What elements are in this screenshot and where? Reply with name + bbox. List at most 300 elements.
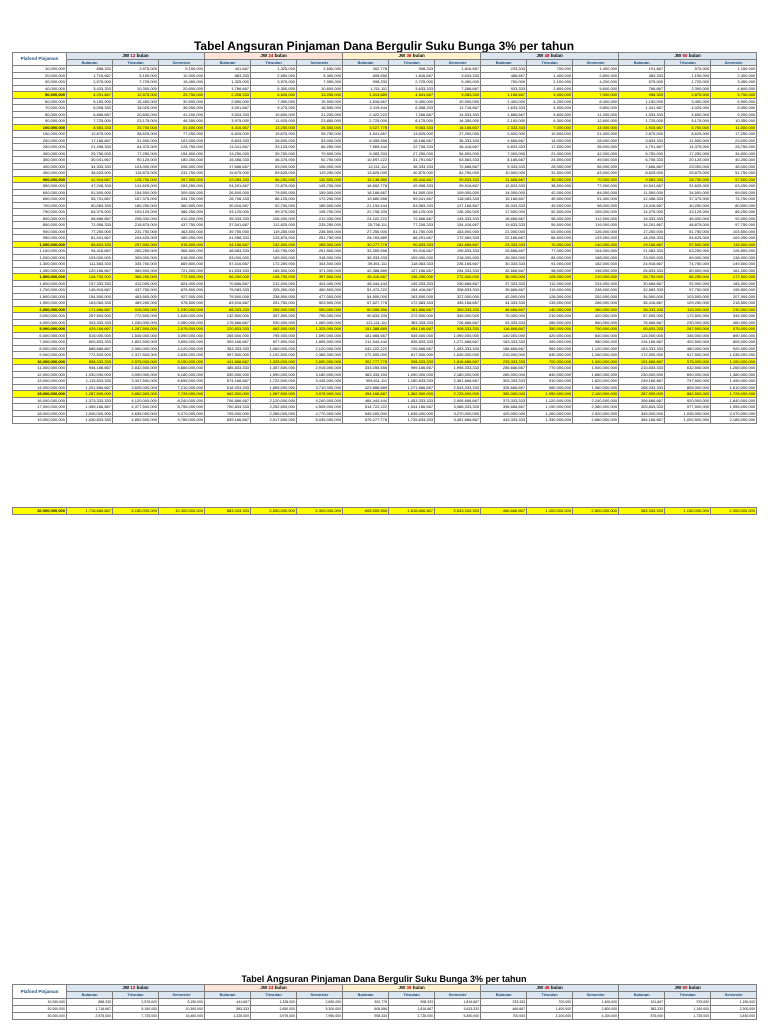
monthly-installment: 7,569,444 [343, 144, 389, 151]
plafon-amount: 1,600,000,000 [13, 280, 67, 287]
quarterly-installment: 2,060,000,000 [113, 345, 159, 352]
monthly-installment: 30,916,667 [205, 202, 251, 209]
monthly-installment: 325,833,333 [619, 404, 665, 411]
semester-installment: 875,500,000 [159, 287, 205, 294]
semester-installment: 103,500,000 [711, 228, 757, 235]
semester-installment: 7,266,667 [435, 85, 481, 92]
quarterly-installment: 140,000,000 [527, 306, 573, 313]
monthly-installment: 3,433,333 [67, 85, 113, 92]
monthly-installment: 6,008,333 [67, 105, 113, 112]
monthly-installment: 958,333 [619, 92, 665, 99]
quarterly-installment: 31,500,000 [527, 170, 573, 177]
monthly-installment: 706,666,667 [205, 397, 251, 404]
plafon-amount: 9,000,000,000 [13, 352, 67, 359]
quarterly-installment: 4,200,000 [527, 98, 573, 105]
quarterly-installment: 3,605,000,000 [113, 384, 159, 391]
quarterly-installment: 805,000,000 [665, 384, 711, 391]
quarterly-installment: 908,333,333 [389, 358, 435, 365]
quarterly-installment: 363,333,333 [389, 319, 435, 326]
semester-installment: 138,000,000 [711, 254, 757, 261]
monthly-installment: 1,211,111 [343, 85, 389, 92]
quarterly-installment: 35,000,000 [527, 176, 573, 183]
plafon-amount: 100,000,000 [13, 124, 67, 131]
monthly-installment: 1,513,889 [343, 92, 389, 99]
plafon-amount: 1,300,000,000 [13, 261, 67, 268]
tenor-months: 60 [682, 53, 688, 58]
quarterly-installment: 5,750,000 [665, 124, 711, 131]
monthly-installment: 3,500,000 [481, 131, 527, 138]
semester-installment: 5,150,000 [159, 999, 205, 1006]
semester-installment: 566,500,000 [159, 248, 205, 255]
quarterly-installment: 1,816,667 [389, 1006, 435, 1013]
semester-installment: 1,816,667 [435, 999, 481, 1006]
semester-installment: 2,650,000,000 [297, 358, 343, 365]
semester-installment: 119,250,000 [297, 170, 343, 177]
quarterly-installment: 309,000,000 [113, 254, 159, 261]
semester-installment: 795,000,000 [297, 313, 343, 320]
quarterly-installment: 39,750,000 [251, 150, 297, 157]
monthly-installment: 30,666,667 [619, 280, 665, 287]
monthly-installment: 11,666,667 [481, 176, 527, 183]
semester-installment: 115,000,000 [711, 241, 757, 248]
monthly-installment: 1,545,000,000 [67, 410, 113, 417]
plafon-amount: 16,000,000,000 [13, 397, 67, 404]
monthly-installment: 1,373,333,333 [67, 397, 113, 404]
quarterly-installment: 145,333,333 [389, 280, 435, 287]
semester-installment: 86,250,000 [711, 209, 757, 216]
quarterly-installment: 159,000,000 [251, 254, 297, 261]
semester-installment: 3,633,333 [435, 1006, 481, 1013]
monthly-installment: 12,833,333 [481, 183, 527, 190]
table-row [13, 508, 757, 515]
quarterly-installment: 24,500,000 [527, 157, 573, 164]
monthly-installment: 220,833,333 [205, 326, 251, 333]
monthly-installment: 145,916,667 [67, 287, 113, 294]
semester-installment: 199,833,333 [435, 248, 481, 255]
plafon-amount: 1,500,000,000 [13, 274, 67, 281]
semester-installment: 79,500,000 [297, 150, 343, 157]
quarterly-installment: 103,000,000 [113, 163, 159, 170]
monthly-installment: 6,866,667 [67, 111, 113, 118]
quarterly-installment: 126,000,000 [527, 293, 573, 300]
quarterly-installment: 1,400,000 [527, 1006, 573, 1013]
monthly-installment: 25,666,667 [481, 248, 527, 255]
monthly-installment: 94,416,667 [67, 248, 113, 255]
quarterly-installment: 27,250,000 [389, 150, 435, 157]
monthly-installment: 38,333,333 [619, 306, 665, 313]
quarterly-installment: 1,325,000 [251, 999, 297, 1006]
quarterly-installment: 1,325,000 [251, 66, 297, 73]
quarterly-installment: 14,375,000 [665, 144, 711, 151]
column-header: Semester [711, 992, 757, 999]
semester-installment: 230,000,000 [711, 306, 757, 313]
monthly-installment: 120,166,667 [67, 267, 113, 274]
monthly-installment: 3,833,333 [619, 137, 665, 144]
quarterly-installment: 80,500,000 [665, 267, 711, 274]
monthly-installment: 574,166,667 [205, 378, 251, 385]
plafon-header: Plafond Pinjaman [13, 985, 67, 999]
quarterly-installment: 59,500,000 [527, 222, 573, 229]
monthly-installment: 605,556 [343, 72, 389, 79]
semester-installment: 10,350,000 [711, 118, 757, 125]
monthly-installment: 70,000,000 [481, 313, 527, 320]
quarterly-installment: 530,000,000 [251, 319, 297, 326]
semester-installment: 3,710,000,000 [297, 384, 343, 391]
quarterly-installment: 251,750,000 [251, 300, 297, 307]
monthly-installment: 530,000,000 [205, 371, 251, 378]
tenor-header [343, 985, 481, 992]
monthly-installment: 396,666,667 [481, 404, 527, 411]
monthly-installment: 2,208,333 [205, 92, 251, 99]
semester-installment: 254,333,333 [435, 267, 481, 274]
monthly-installment: 1,287,500,000 [67, 391, 113, 398]
semester-installment: 140,000,000 [573, 241, 619, 248]
quarterly-installment: 25,750,000 [113, 124, 159, 131]
monthly-installment: 373,333,333 [481, 397, 527, 404]
semester-installment: 1,120,000,000 [573, 345, 619, 352]
monthly-installment: 79,500,000 [205, 293, 251, 300]
monthly-installment: 750,833,333 [205, 404, 251, 411]
semester-installment: 3,445,000,000 [297, 378, 343, 385]
monthly-installment: 3,091,667 [205, 105, 251, 112]
column-header: Triwulan [665, 59, 711, 66]
tenor-prefix: JW [122, 53, 131, 58]
quarterly-installment: 59,625,000 [251, 170, 297, 177]
monthly-installment: 32,583,333 [619, 287, 665, 294]
semester-installment: 420,000,000 [573, 313, 619, 320]
semester-installment: 21,000,000 [573, 131, 619, 138]
semester-installment: 2,300,000,000 [711, 508, 757, 515]
quarterly-installment: 287,500,000 [665, 326, 711, 333]
plafon-amount: 11,000,000,000 [13, 365, 67, 372]
quarterly-installment: 91,000,000 [527, 261, 573, 268]
semester-installment: 45,416,667 [435, 144, 481, 151]
monthly-installment: 16,333,333 [481, 202, 527, 209]
semester-installment: 90,833,333 [435, 176, 481, 183]
semester-installment: 6,180,000,000 [159, 371, 205, 378]
semester-installment: 4,200,000 [573, 79, 619, 86]
quarterly-installment: 66,250,000 [251, 176, 297, 183]
monthly-installment: 858,333 [67, 66, 113, 73]
tenor-header [205, 985, 343, 992]
monthly-installment: 28,000,000 [481, 254, 527, 261]
semester-installment: 1,271,666,667 [435, 339, 481, 346]
quarterly-installment: 2,725,000 [389, 79, 435, 86]
semester-installment: 252,000,000 [573, 293, 619, 300]
quarterly-installment: 112,625,000 [251, 222, 297, 229]
column-header: Bulanan [343, 992, 389, 999]
monthly-installment: 858,333,333 [67, 358, 113, 365]
monthly-installment: 42,388,889 [343, 267, 389, 274]
semester-installment: 412,000,000 [159, 215, 205, 222]
semester-installment: 145,333,333 [435, 215, 481, 222]
monthly-installment: 51,472,222 [343, 287, 389, 294]
main-sheet [12, 40, 756, 424]
monthly-installment: 944,166,667 [67, 365, 113, 372]
quarterly-installment: 463,500,000 [113, 293, 159, 300]
quarterly-installment: 420,000,000 [527, 332, 573, 339]
monthly-installment: 1,341,667 [619, 105, 665, 112]
quarterly-installment: 127,166,667 [389, 267, 435, 274]
quarterly-installment: 72,875,000 [251, 183, 297, 190]
quarterly-installment: 817,500,000 [389, 352, 435, 359]
monthly-installment: 233,333 [481, 999, 527, 1006]
plafon-amount: 13,000,000,000 [13, 378, 67, 385]
tenor-prefix: JW [398, 53, 407, 58]
semester-installment: 560,000,000 [573, 319, 619, 326]
quarterly-installment: 34,500,000 [665, 189, 711, 196]
semester-installment: 10,300,000 [159, 1006, 205, 1013]
semester-installment: 1,265,000,000 [711, 365, 757, 372]
monthly-installment: 1,166,667 [481, 92, 527, 99]
column-header: Semester [573, 59, 619, 66]
semester-installment: 1,960,000,000 [573, 384, 619, 391]
monthly-installment: 575,000 [619, 79, 665, 86]
column-header: Bulanan [67, 59, 113, 66]
semester-installment: 42,000,000 [573, 150, 619, 157]
semester-installment: 4,200,000 [573, 1013, 619, 1020]
quarterly-installment: 4,377,500,000 [113, 404, 159, 411]
semester-installment: 2,361,666,667 [435, 378, 481, 385]
monthly-installment: 383,333,333 [619, 508, 665, 515]
quarterly-installment: 360,500,000 [113, 267, 159, 274]
monthly-installment: 10,597,222 [343, 157, 389, 164]
quarterly-installment: 1,802,500,000 [113, 339, 159, 346]
quarterly-installment: 10,500,000 [527, 131, 573, 138]
preview-table [12, 984, 757, 1020]
monthly-installment: 2,100,000 [481, 118, 527, 125]
semester-installment: 9,800,000 [573, 105, 619, 112]
monthly-installment: 515,000,000 [67, 332, 113, 339]
semester-installment: 251,750,000 [297, 235, 343, 242]
monthly-installment: 30,277,778 [343, 241, 389, 248]
monthly-installment: 397,500,000 [205, 352, 251, 359]
quarterly-installment: 115,875,000 [113, 170, 159, 177]
quarterly-installment: 1,150,000,000 [665, 508, 711, 515]
quarterly-installment: 927,500,000 [251, 339, 297, 346]
semester-installment: 132,500,000 [297, 176, 343, 183]
monthly-installment: 18,166,667 [343, 189, 389, 196]
monthly-installment: 383,333 [619, 72, 665, 79]
quarterly-installment: 14,000,000 [527, 137, 573, 144]
monthly-installment: 605,556 [343, 1006, 389, 1013]
plafon-amount: 40,000,000 [13, 85, 67, 92]
quarterly-installment: 19,875,000 [251, 131, 297, 138]
quarterly-installment: 6,358,333 [389, 105, 435, 112]
monthly-installment: 514,722,222 [343, 404, 389, 411]
quarterly-installment: 4,541,667 [389, 92, 435, 99]
column-header: Bulanan [205, 992, 251, 999]
quarterly-installment: 106,000,000 [251, 215, 297, 222]
quarterly-installment: 9,275,000 [251, 105, 297, 112]
quarterly-installment: 23,000,000 [665, 163, 711, 170]
monthly-installment: 249,166,667 [619, 378, 665, 385]
semester-installment: 908,333,333 [435, 326, 481, 333]
semester-installment: 3,450,000 [711, 1013, 757, 1020]
plafon-amount: 8,000,000,000 [13, 345, 67, 352]
semester-installment: 3,088,333,333 [435, 404, 481, 411]
semester-installment: 195,500,000 [711, 287, 757, 294]
semester-installment: 15,900,000 [297, 98, 343, 105]
monthly-installment: 3,975,000 [205, 118, 251, 125]
semester-installment: 84,000,000 [573, 189, 619, 196]
plafon-header: Plafond Pinjaman [13, 53, 67, 66]
quarterly-installment: 18,166,667 [389, 137, 435, 144]
semester-installment: 9,200,000 [711, 111, 757, 118]
preview-column-header-row [13, 992, 757, 999]
semester-installment: 3,180,000,000 [297, 371, 343, 378]
quarterly-installment: 257,500,000 [113, 241, 159, 248]
monthly-installment: 1,766,667 [205, 85, 251, 92]
monthly-installment: 88,333,333 [205, 306, 251, 313]
monthly-installment: 93,333,333 [481, 319, 527, 326]
monthly-installment: 268,333,333 [619, 384, 665, 391]
quarterly-installment: 59,041,667 [389, 196, 435, 203]
monthly-installment: 51,500,000 [67, 189, 113, 196]
quarterly-installment: 1,271,666,667 [389, 384, 435, 391]
quarterly-installment: 454,166,667 [389, 326, 435, 333]
quarterly-installment: 26,500,000 [251, 137, 297, 144]
monthly-installment: 420,000,000 [481, 410, 527, 417]
semester-installment: 690,000,000 [711, 332, 757, 339]
monthly-installment: 1,459,166,667 [67, 404, 113, 411]
semester-installment: 10,300,000,000 [159, 508, 205, 515]
quarterly-installment: 231,750,000 [113, 228, 159, 235]
semester-installment: 5,300,000 [297, 1006, 343, 1013]
semester-installment: 1,955,000,000 [711, 404, 757, 411]
plafon-amount: 1,200,000,000 [13, 254, 67, 261]
plafon-amount: 10,000,000 [13, 66, 67, 73]
monthly-installment: 5,150,000 [67, 98, 113, 105]
monthly-installment: 57,416,667 [205, 261, 251, 268]
quarterly-installment: 1,260,000,000 [527, 410, 573, 417]
monthly-installment: 242,222,222 [343, 345, 389, 352]
monthly-installment: 81,541,667 [67, 235, 113, 242]
semester-installment: 840,000,000 [573, 332, 619, 339]
quarterly-installment: 2,575,000 [113, 999, 159, 1006]
semester-installment: 489,250,000 [159, 235, 205, 242]
monthly-installment: 210,000,000 [481, 352, 527, 359]
semester-installment: 280,000,000 [573, 306, 619, 313]
monthly-installment: 53,000,000 [205, 254, 251, 261]
quarterly-installment: 86,125,000 [251, 196, 297, 203]
tenor-suffix: bulan [273, 985, 287, 990]
plafon-amount: 450,000,000 [13, 170, 67, 177]
quarterly-installment: 45,500,000 [527, 196, 573, 203]
tenor-months: 12 [130, 53, 136, 58]
column-header: Bulanan [67, 992, 113, 999]
tenor-header [481, 985, 619, 992]
monthly-installment: 21,194,444 [343, 202, 389, 209]
monthly-installment: 4,666,667 [481, 137, 527, 144]
quarterly-installment: 210,000,000 [527, 313, 573, 320]
quarterly-installment: 265,000,000 [251, 306, 297, 313]
quarterly-installment: 980,000,000 [527, 384, 573, 391]
quarterly-installment: 238,500,000 [251, 293, 297, 300]
quarterly-installment: 3,862,500,000 [113, 391, 159, 398]
plafon-amount: 90,000,000 [13, 118, 67, 125]
quarterly-installment: 72,666,667 [389, 215, 435, 222]
quarterly-installment: 2,875,000 [665, 92, 711, 99]
monthly-installment: 1,725,000 [619, 118, 665, 125]
semester-installment: 3,450,000 [711, 79, 757, 86]
monthly-installment: 70,666,667 [205, 280, 251, 287]
semester-installment: 2,380,000,000 [573, 404, 619, 411]
monthly-installment: 191,666,667 [619, 358, 665, 365]
quarterly-installment: 99,375,000 [251, 209, 297, 216]
quarterly-installment: 38,500,000 [527, 183, 573, 190]
quarterly-installment: 185,500,000 [251, 267, 297, 274]
plafon-amount: 1,100,000,000 [13, 248, 67, 255]
monthly-installment: 32,666,667 [481, 267, 527, 274]
monthly-installment: 1,866,667 [481, 111, 527, 118]
quarterly-installment: 193,125,000 [113, 209, 159, 216]
semester-installment: 39,750,000 [297, 131, 343, 138]
semester-installment: 726,666,667 [435, 319, 481, 326]
plafon-amount: 600,000,000 [13, 189, 67, 196]
quarterly-installment: 862,500,000 [665, 391, 711, 398]
quarterly-installment: 283,250,000 [113, 248, 159, 255]
monthly-installment: 39,666,667 [481, 287, 527, 294]
quarterly-installment: 3,090,000,000 [113, 371, 159, 378]
monthly-installment: 2,650,000 [205, 98, 251, 105]
monthly-installment: 618,333,333 [205, 384, 251, 391]
quarterly-installment: 515,000,000 [113, 306, 159, 313]
monthly-installment: 485,833,333 [205, 365, 251, 372]
monthly-installment: 345,000,000 [619, 410, 665, 417]
monthly-installment: 26,500,000 [205, 189, 251, 196]
monthly-installment: 233,333,333 [481, 358, 527, 365]
monthly-installment: 2,575,000 [67, 79, 113, 86]
monthly-installment: 883,333,333 [205, 508, 251, 515]
quarterly-installment: 28,000,000 [527, 163, 573, 170]
plafon-amount: 1,900,000,000 [13, 300, 67, 307]
semester-installment: 1,545,000,000 [159, 313, 205, 320]
semester-installment: 63,583,333 [435, 157, 481, 164]
semester-installment: 2,543,333,333 [435, 384, 481, 391]
table-row [13, 417, 757, 424]
quarterly-installment: 1,590,000,000 [251, 371, 297, 378]
monthly-installment: 350,000,000 [481, 391, 527, 398]
monthly-installment: 7,725,000 [67, 118, 113, 125]
quarterly-installment: 119,250,000 [251, 228, 297, 235]
quarterly-installment: 115,000,000 [665, 306, 711, 313]
semester-installment: 40,250,000 [711, 157, 757, 164]
monthly-installment: 18,208,333 [619, 235, 665, 242]
monthly-installment: 8,583,333 [67, 124, 113, 131]
monthly-installment: 575,277,778 [343, 417, 389, 424]
semester-installment: 206,000,000 [159, 163, 205, 170]
plafon-amount: 850,000,000 [13, 222, 67, 229]
semester-installment: 26,500,000 [297, 124, 343, 131]
quarterly-installment: 397,500,000 [251, 313, 297, 320]
quarterly-installment: 81,750,000 [389, 228, 435, 235]
semester-installment: 2,650,000 [297, 999, 343, 1006]
quarterly-installment: 28,750,000 [665, 176, 711, 183]
monthly-installment: 353,333,333 [205, 345, 251, 352]
semester-installment: 154,000,000 [573, 248, 619, 255]
semester-installment: 18,550,000 [297, 105, 343, 112]
quarterly-installment: 218,875,000 [113, 222, 159, 229]
quarterly-installment: 2,800,000 [527, 85, 573, 92]
semester-installment: 91,000,000 [573, 196, 619, 203]
quarterly-installment: 57,500,000 [665, 241, 711, 248]
semester-installment: 9,785,000,000 [159, 417, 205, 424]
monthly-installment: 13,416,667 [619, 202, 665, 209]
semester-installment: 72,666,667 [435, 163, 481, 170]
plafon-amount: 500,000,000 [13, 176, 67, 183]
monthly-installment: 24,916,667 [619, 261, 665, 268]
